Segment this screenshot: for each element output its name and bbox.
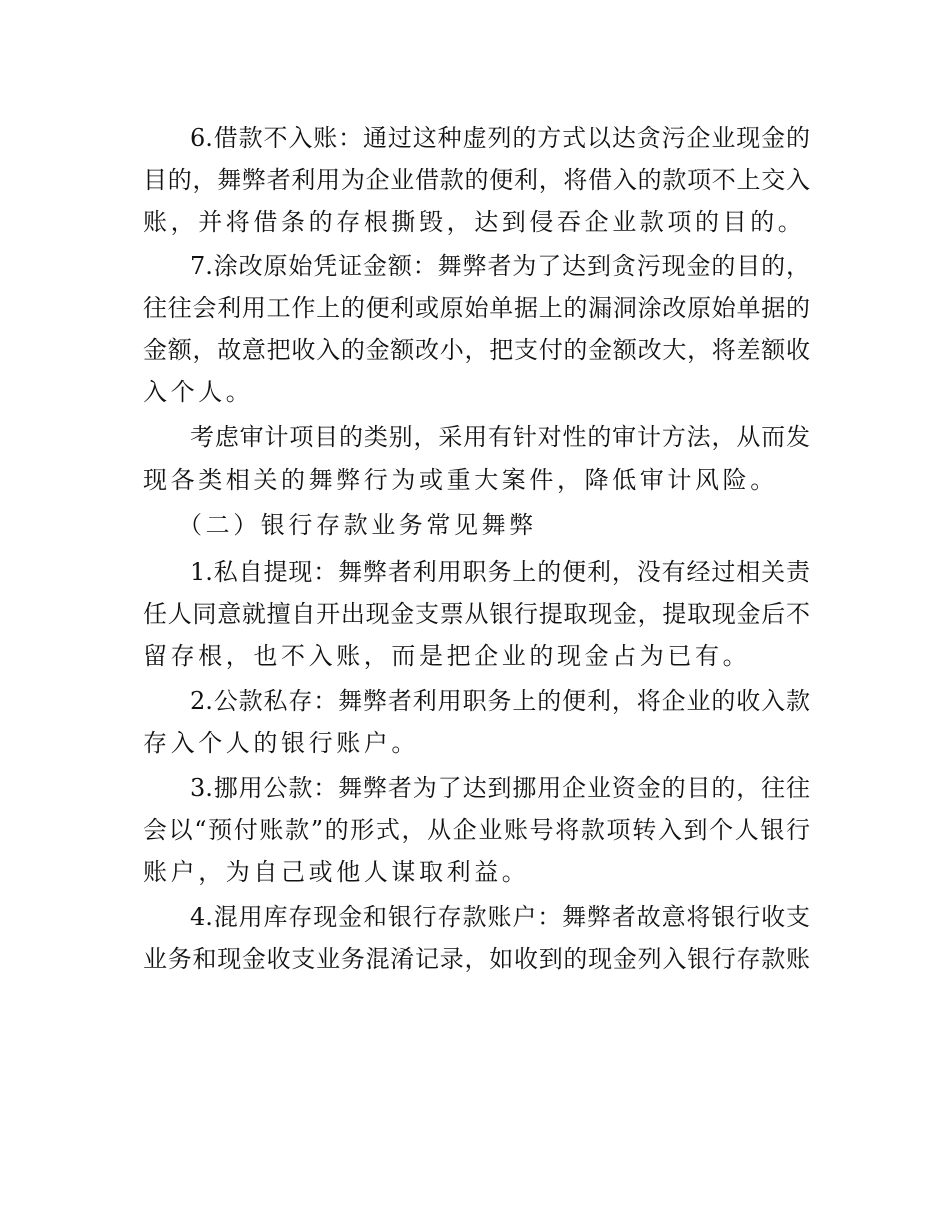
text-line: 留存根，也不入账，而是把企业的现金占为已有。 bbox=[143, 642, 751, 670]
text-line: 4.混用库存现金和银行存款账户：舞弊者故意将银行收支 bbox=[190, 903, 810, 931]
text-line: 业务和现金收支业务混淆记录，如收到的现金列入银行存款账 bbox=[143, 945, 810, 973]
text-line: 2.公款私存：舞弊者利用职务上的便利，将企业的收入款 bbox=[190, 687, 810, 715]
text-line: 7.涂改原始凭证金额：舞弊者为了达到贪污现金的目的， bbox=[190, 252, 810, 280]
text-line: 账户，为自己或他人谋取利益。 bbox=[143, 858, 530, 886]
text-line: 入个人。 bbox=[143, 378, 254, 406]
text-line: 账，并将借条的存根撕毁，达到侵吞企业款项的目的。 bbox=[143, 208, 806, 236]
text-line: 目的，舞弊者利用为企业借款的便利，将借入的款项不上交入 bbox=[143, 166, 810, 194]
text-line: 1.私自提现：舞弊者利用职务上的便利，没有经过相关责 bbox=[190, 558, 810, 586]
text-line: 会以“预付账款”的形式，从企业账号将款项转入到个人银行 bbox=[143, 816, 810, 844]
text-line: （二）银行存款业务常见舞弊 bbox=[178, 511, 537, 539]
text-line: 金额，故意把收入的金额改小，把支付的金额改大，将差额收 bbox=[143, 336, 810, 364]
text-line: 存入个人的银行账户。 bbox=[143, 729, 419, 757]
text-line: 考虑审计项目的类别，采用有针对性的审计方法，从而发 bbox=[190, 423, 810, 451]
text-line: 往往会利用工作上的便利或原始单据上的漏洞涂改原始单据的 bbox=[143, 294, 810, 322]
text-line: 3.挪用公款：舞弊者为了达到挪用企业资金的目的，往往 bbox=[190, 774, 810, 802]
text-line: 任人同意就擅自开出现金支票从银行提取现金，提取现金后不 bbox=[143, 600, 810, 628]
text-line: 现各类相关的舞弊行为或重大案件，降低审计风险。 bbox=[143, 466, 778, 494]
text-line: 6.借款不入账：通过这种虚列的方式以达贪污企业现金的 bbox=[190, 124, 810, 152]
